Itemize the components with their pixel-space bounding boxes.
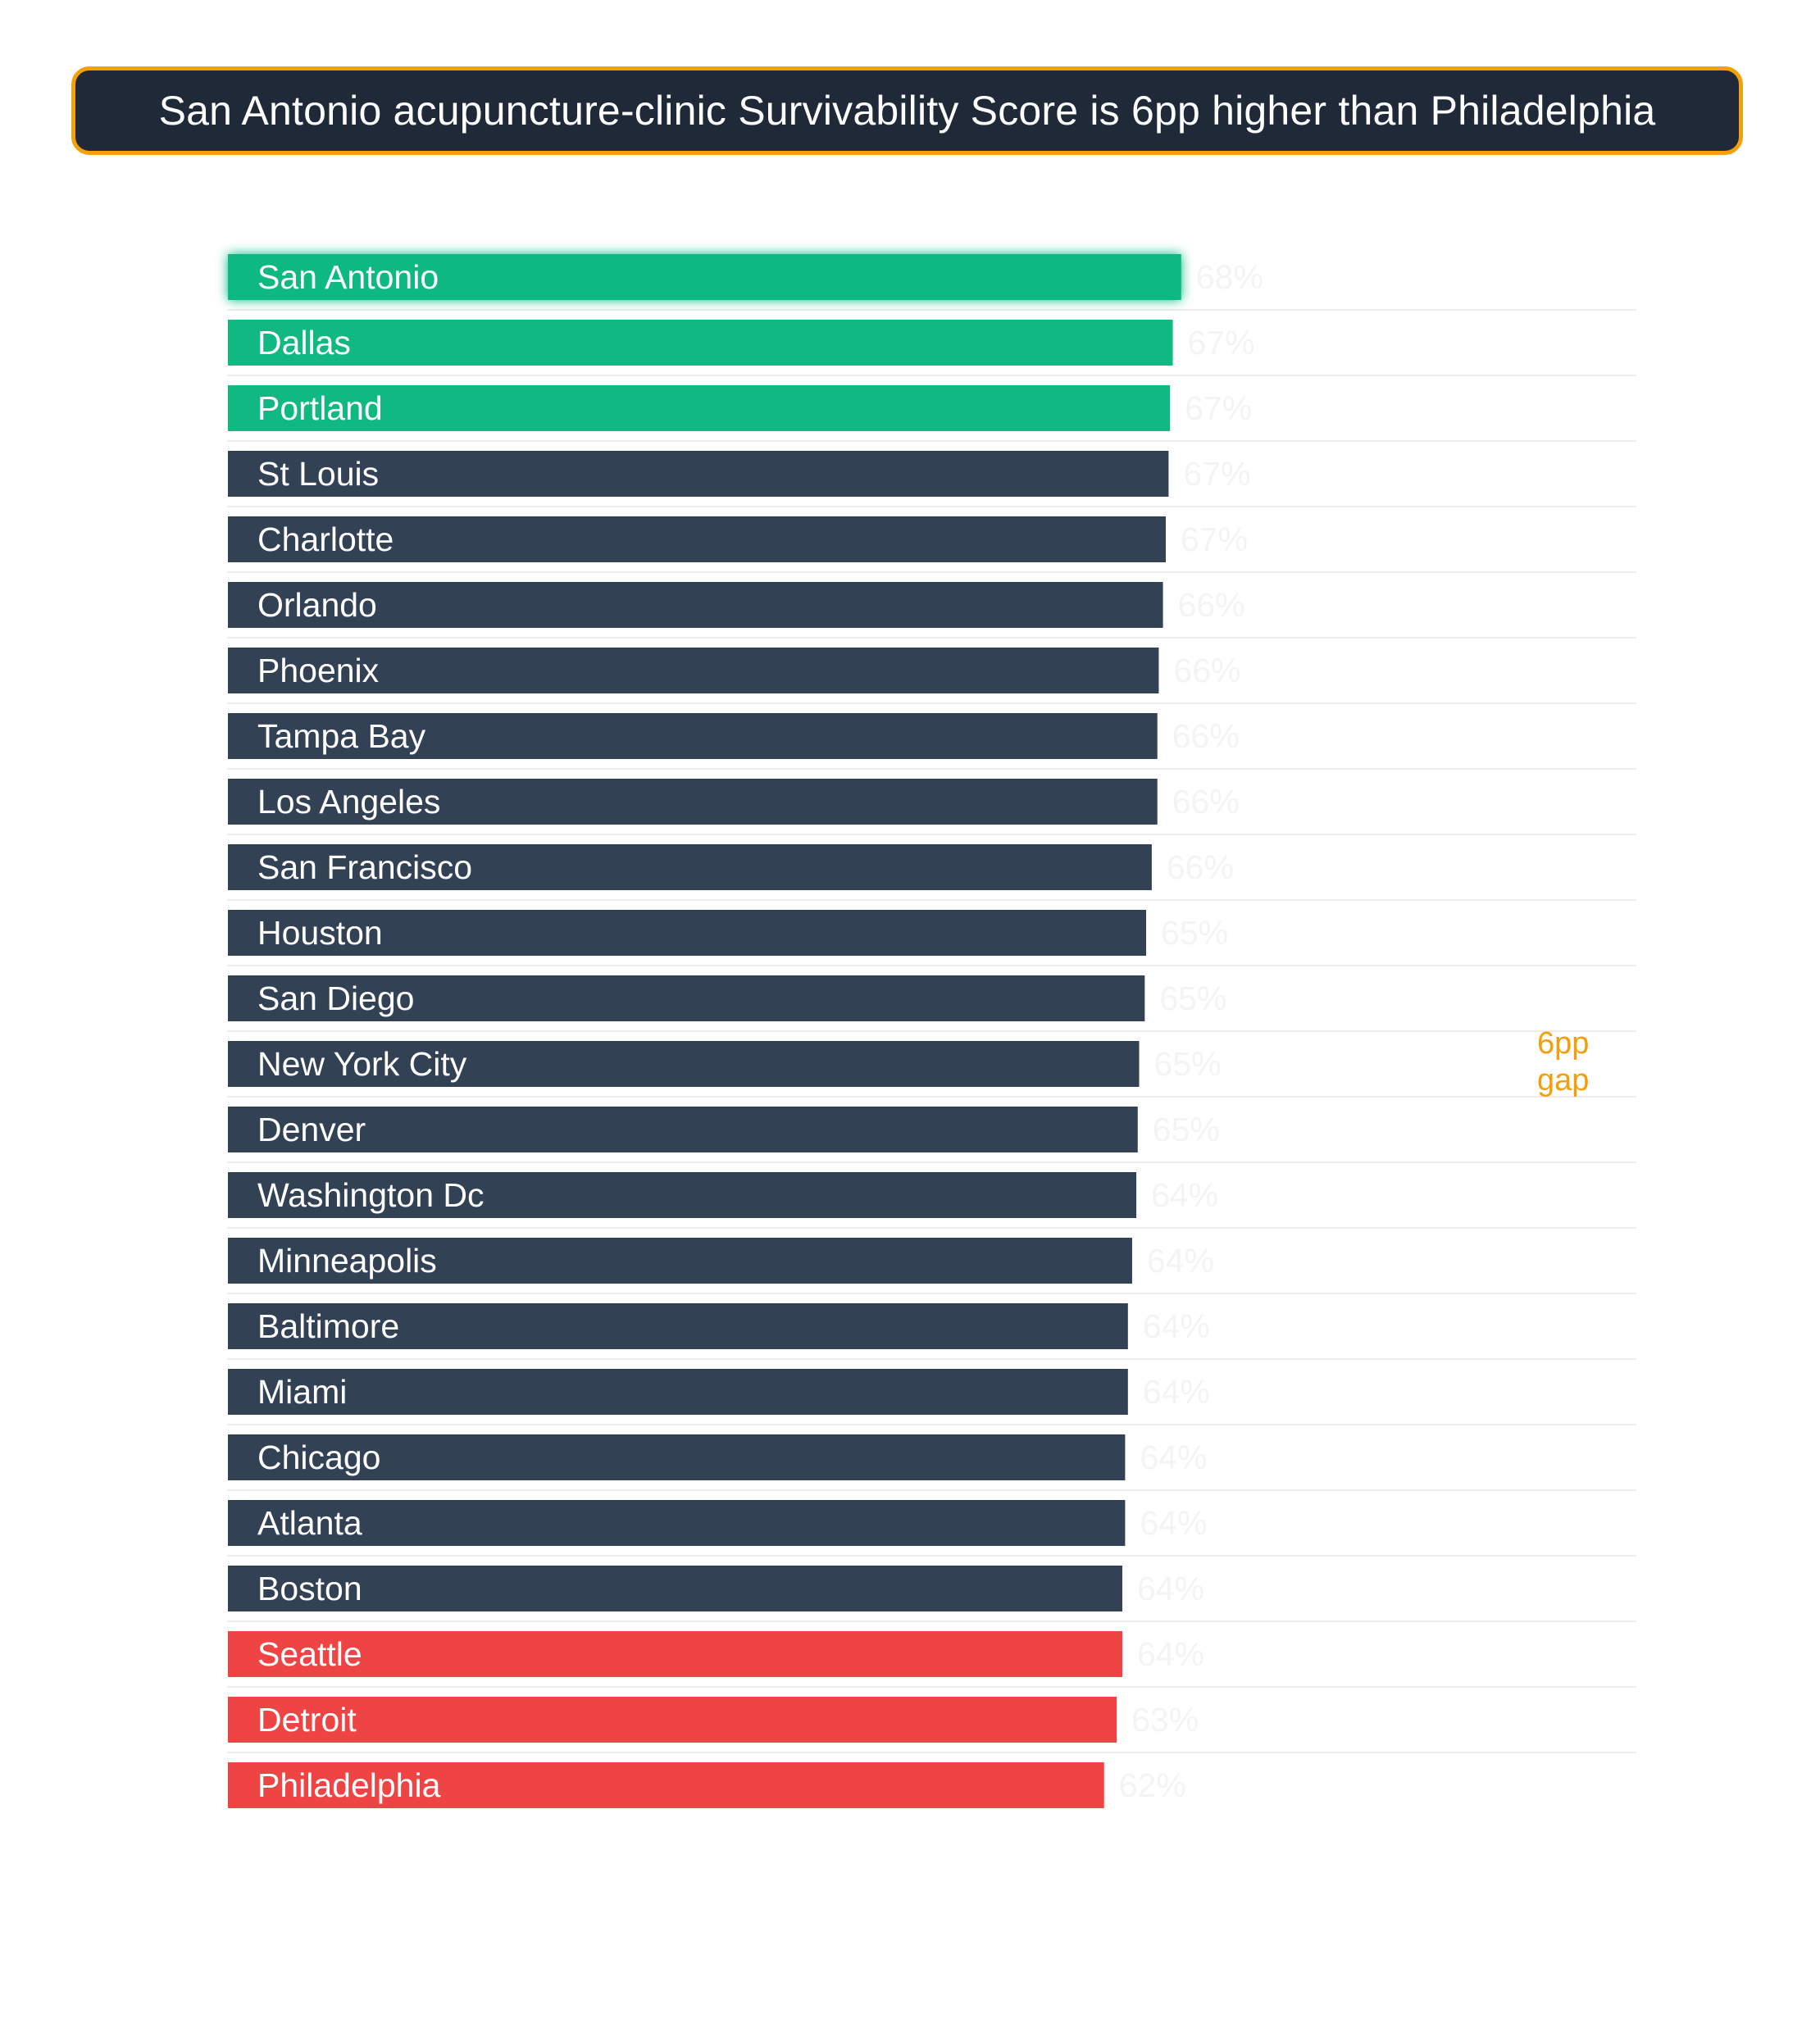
- bar-label: Orlando: [257, 586, 377, 624]
- gap-annotation: [1537, 1026, 1589, 1098]
- bar-label: Charlotte: [257, 520, 394, 558]
- value-label: 64%: [1142, 1373, 1210, 1411]
- value-label: 64%: [1146, 1242, 1215, 1280]
- value-label: 66%: [1177, 586, 1245, 624]
- bar-label: Houston: [257, 914, 383, 952]
- bar-label: Dallas: [257, 324, 351, 361]
- value-label: 67%: [1187, 324, 1255, 361]
- bar-label: Tampa Bay: [257, 717, 426, 755]
- bar-label: San Diego: [257, 980, 415, 1017]
- gap-label-line1: 6pp: [1537, 1026, 1590, 1061]
- value-label: 66%: [1173, 652, 1241, 689]
- value-label: 66%: [1172, 717, 1240, 755]
- value-label: 65%: [1159, 980, 1227, 1017]
- value-label: 64%: [1140, 1439, 1208, 1476]
- value-label: 67%: [1180, 520, 1249, 558]
- value-label: 64%: [1136, 1635, 1205, 1673]
- value-label: 67%: [1183, 455, 1251, 493]
- value-label: 64%: [1140, 1504, 1208, 1542]
- bar-label: Portland: [257, 389, 383, 427]
- bar-label: Boston: [257, 1570, 362, 1607]
- bar-detroit: [228, 1697, 1117, 1743]
- bar-label: Chicago: [257, 1439, 381, 1476]
- bar-label: Minneapolis: [257, 1242, 437, 1280]
- bar-label: Phoenix: [257, 652, 380, 689]
- value-label: 65%: [1152, 1111, 1220, 1148]
- value-label: 68%: [1195, 258, 1263, 296]
- bar-label: Denver: [257, 1111, 366, 1148]
- chart-title: San Antonio acupuncture-clinic Survivability Score is 6pp higher than Philadelphia: [71, 66, 1743, 155]
- value-label: 66%: [1166, 848, 1234, 886]
- bar-label: St Louis: [257, 455, 380, 493]
- value-label: 65%: [1153, 1045, 1222, 1083]
- value-label: 65%: [1161, 914, 1229, 952]
- gap-label-line2: gap: [1537, 1063, 1590, 1098]
- bar-label: Miami: [257, 1373, 348, 1411]
- bar-miami: [228, 1369, 1128, 1415]
- bar-label: New York City: [257, 1045, 467, 1083]
- value-label: 67%: [1185, 389, 1253, 427]
- bar-label: Philadelphia: [257, 1766, 441, 1804]
- bar-label: San Antonio: [257, 258, 439, 296]
- bar-label: Seattle: [257, 1635, 362, 1673]
- bar-label: Detroit: [257, 1701, 357, 1739]
- value-label: 66%: [1172, 783, 1240, 820]
- value-label: 64%: [1151, 1176, 1219, 1214]
- bar-dallas: [228, 320, 1173, 366]
- bar-label: Los Angeles: [257, 783, 441, 820]
- bar-label: Atlanta: [257, 1504, 362, 1542]
- value-label: 62%: [1118, 1766, 1186, 1804]
- value-label: 64%: [1142, 1307, 1210, 1345]
- value-label: 64%: [1136, 1570, 1205, 1607]
- bar-label: San Francisco: [257, 848, 473, 886]
- bar-label: Washington Dc: [257, 1176, 485, 1214]
- bar-atlanta: [228, 1500, 1125, 1546]
- value-label: 63%: [1131, 1701, 1199, 1739]
- bar-label: Baltimore: [257, 1307, 400, 1345]
